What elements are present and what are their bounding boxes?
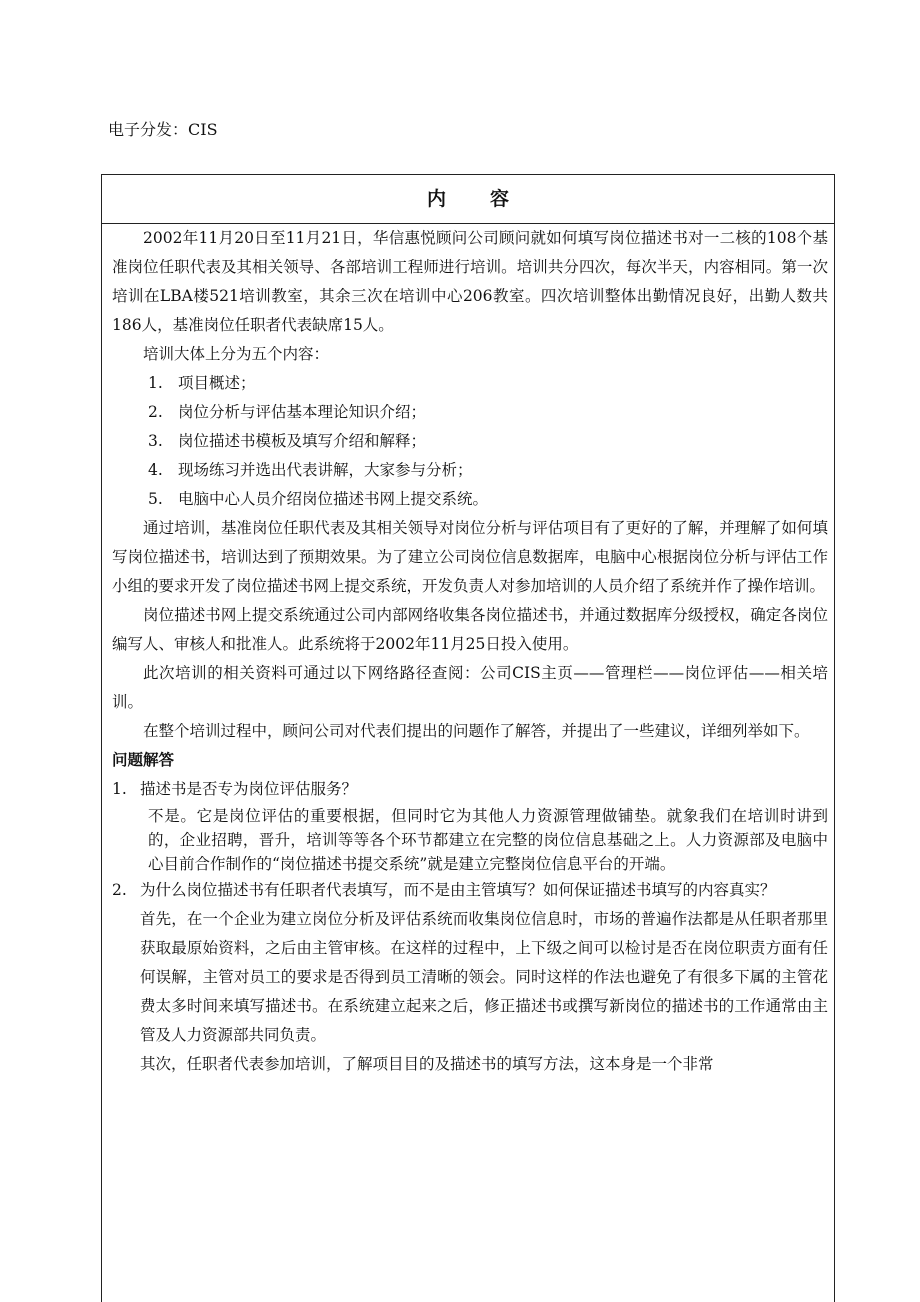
qa-number: 1.: [112, 780, 127, 798]
intro-paragraph: 2002年11月20日至11月21日，华信惠悦顾问公司顾问就如何填写岗位描述书对一二核的108个基准岗位任职代表及其相关领导、各部培训工程师进行培训。培训共分四次，每次半天，内容相同。第一次培训在LBA楼521培训教室，其余三次在培训中心206教室。四次培训整体出勤情况良好，出勤人数共186人，基准岗位任职者代表缺席15人。: [112, 229, 828, 334]
qa-question: [112, 876, 828, 905]
list-item-text: 现场练习并选出代表讲解，大家参与分析；: [178, 461, 473, 479]
qa-answer: 首先，在一个企业为建立岗位分析及评估系统而收集岗位信息时，市场的普遍作法都是从任职者那里获取最原始资料，之后由主管审核。在这样的过程中，上下级之间可以检讨是否在岗位职责方面有任何误解，主管对员工的要求是否得到员工清晰的领会。同时这样的作法也避免了有很多下属的主管花费太多时间来填写描述书。在系统建立起来之后，修正描述书或撰写新岗位的描述书的工作通常由主管及人力资源部共同负责。: [140, 910, 828, 1044]
body-paragraph: 通过培训，基准岗位任职代表及其相关领导对岗位分析与评估项目有了更好的了解，并理解了如何填写岗位描述书，培训达到了预期效果。为了建立公司岗位信息数据库，电脑中心根据岗位分析与评估工作小组的要求开发了岗位描述书网上提交系统，开发负责人对参加培训的人员介绍了系统并作了操作培训。: [112, 519, 828, 595]
list-item-text: 岗位描述书模板及填写介绍和解释；: [178, 432, 427, 450]
list-item: [112, 427, 828, 456]
list-item-text: 岗位分析与评估基本理论知识介绍；: [178, 403, 427, 421]
list-item-number: 1.: [148, 374, 163, 392]
list-item-text: 项目概述；: [178, 374, 256, 392]
list-item-number: 5.: [148, 490, 163, 508]
distribution-line: 电子分发：CIS: [108, 120, 218, 139]
list-item: [112, 398, 828, 427]
qa-answer-continued: 其次，任职者代表参加培训，了解项目目的及描述书的填写方法，这本身是一个非常: [140, 1055, 714, 1073]
list-item: [112, 369, 828, 398]
list-item-number: 2.: [148, 403, 163, 421]
list-item-number: 3.: [148, 432, 163, 450]
content-box: [101, 174, 835, 1302]
box-body: [102, 224, 834, 1079]
qa-question-text: 描述书是否专为岗位评估服务？: [140, 780, 358, 798]
box-title: 内容: [102, 175, 834, 224]
list-item: [112, 485, 828, 514]
list-item: [112, 456, 828, 485]
list-item-number: 4.: [148, 461, 163, 479]
qa-heading: 问题解答: [112, 751, 175, 769]
body-paragraph: 在整个培训过程中，顾问公司对代表们提出的问题作了解答，并提出了一些建议，详细列举如下。: [143, 722, 810, 740]
qa-number: 2.: [112, 881, 127, 899]
qa-question: [112, 775, 828, 804]
list-item-text: 电脑中心人员介绍岗位描述书网上提交系统。: [178, 490, 489, 508]
body-paragraph: 岗位描述书网上提交系统通过公司内部网络收集各岗位描述书，并通过数据库分级授权，确定各岗位编写人、审核人和批准人。此系统将于2002年11月25日投入使用。: [112, 606, 828, 653]
qa-question-text: 为什么岗位描述书有任职者代表填写，而不是由主管填写？如何保证描述书填写的内容真实？: [140, 881, 776, 899]
qa-answer: 不是。它是岗位评估的重要根据，但同时它为其他人力资源管理做铺垫。就象我们在培训时讲到的，企业招聘，晋升，培训等等各个环节都建立在完整的岗位信息基础之上。人力资源部及电脑中心目前合作制作的“岗位描述书提交系统”就是建立完整岗位信息平台的开端。: [148, 807, 828, 873]
body-paragraph: 此次培训的相关资料可通过以下网络路径查阅：公司CIS主页——管理栏——岗位评估——相关培训。: [112, 664, 828, 711]
list-intro: 培训大体上分为五个内容：: [143, 345, 330, 363]
